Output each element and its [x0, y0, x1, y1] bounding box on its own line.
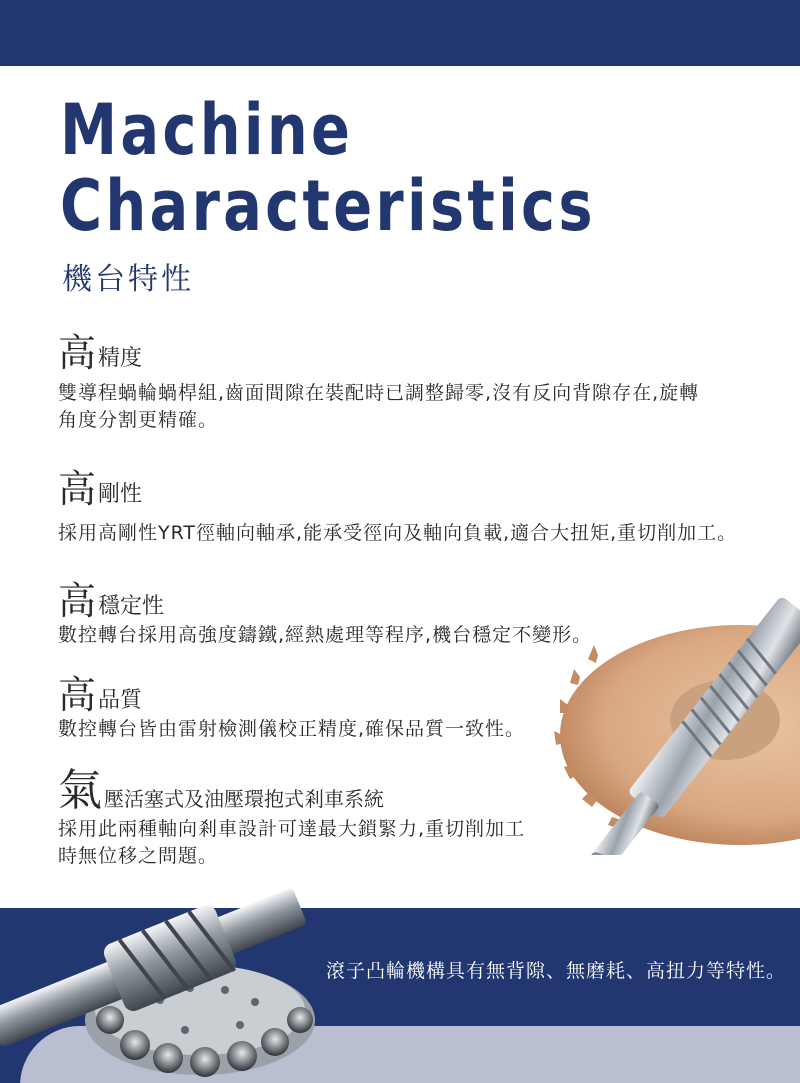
roller-cam-image — [0, 860, 330, 1083]
body-line: 數控轉台皆由雷射檢測儀校正精度,確保品質一致性。 — [58, 718, 526, 740]
section-heading — [58, 468, 778, 510]
heading-initial: 高 — [58, 467, 97, 511]
section-brake — [58, 765, 578, 870]
page-title — [60, 89, 596, 247]
bottom-caption: 滾子凸輪機構具有無背隙、無磨耗、高扭力等特性。 — [326, 960, 787, 982]
body-line: 角度分割更精確。 — [58, 409, 219, 431]
title-line-1: Machine — [60, 89, 354, 171]
heading-initial: 高 — [58, 331, 97, 375]
title-line-2: Characteristics — [60, 165, 596, 247]
page-subtitle: 機台特性 — [62, 262, 194, 297]
heading-initial: 高 — [58, 579, 97, 623]
top-banner — [0, 0, 800, 66]
section-heading — [58, 765, 578, 816]
section-heading — [58, 332, 778, 374]
heading-label: 壓活塞式及油壓環抱式剎車系統 — [104, 787, 384, 811]
body-line: 採用此兩種軸向剎車設計可達最大鎖緊力,重切削加工 — [58, 818, 526, 840]
section-body — [58, 380, 778, 434]
worm-gear-image — [550, 585, 800, 855]
heading-label: 品質 — [98, 688, 143, 713]
section-body — [58, 520, 778, 547]
heading-initial: 高 — [58, 673, 97, 717]
heading-label: 精度 — [98, 346, 143, 371]
body-line: 雙導程蝸輪蝸桿組,齒面間隙在裝配時已調整歸零,沒有反向背隙存在,旋轉 — [58, 382, 700, 404]
heading-label: 剛性 — [98, 482, 143, 507]
section-rigidity — [58, 468, 778, 547]
body-line: 時無位移之問題。 — [58, 845, 219, 867]
body-line: 採用高剛性YRT徑軸向軸承,能承受徑向及軸向負載,適合大扭矩,重切削加工。 — [58, 522, 738, 544]
section-precision — [58, 332, 778, 434]
body-line: 數控轉台採用高強度鑄鐵,經熱處理等程序,機台穩定不變形。 — [58, 624, 593, 646]
heading-initial: 氣 — [58, 765, 102, 816]
heading-label: 穩定性 — [98, 594, 165, 619]
